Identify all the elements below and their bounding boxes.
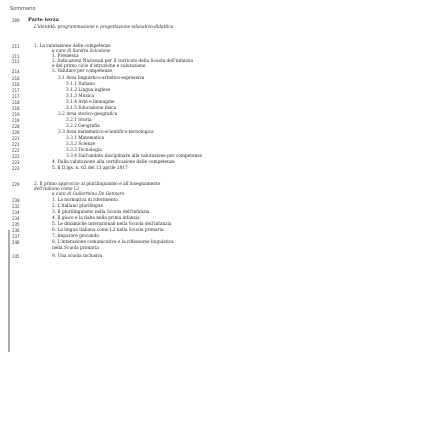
toc-page-number: 220	[12, 130, 20, 135]
toc-page-number: 218	[12, 106, 20, 111]
toc-page-number: 218	[12, 100, 20, 105]
toc-page-number: 220	[12, 124, 20, 129]
toc-page-number: 219	[12, 118, 20, 123]
toc-entry: a cura di Guilermina De Gennaro	[52, 192, 125, 197]
toc-entry: 5. Le dinamiche interazionali nella Scuola dell'infanzia	[52, 222, 172, 227]
toc-page-number: 211	[12, 54, 20, 59]
toc-page-number: 219	[12, 112, 20, 117]
toc-page-number: 235	[12, 222, 20, 227]
toc-entry: 2. L'italiano plurilingue	[52, 204, 104, 209]
toc-entry: L'identità: programmazione e progettazione educativo-didattica	[34, 25, 174, 30]
toc-entry: dell'italiano come L2	[34, 187, 80, 192]
toc-entry: nella Scuola primaria	[52, 246, 99, 251]
toc-page-number: 223	[12, 160, 20, 165]
toc-entry: 7. Imparare giocando	[52, 234, 99, 239]
toc-entry: 1. Premessa	[52, 54, 79, 59]
toc-entry: 3.1.4 Arte e immagine	[66, 100, 115, 105]
toc-page-number: 209	[12, 18, 20, 23]
toc-page-number: 236	[12, 228, 20, 233]
toc-page-number: 216	[12, 76, 20, 81]
toc-page-number: 221	[12, 142, 20, 147]
toc-entry: a cura di Sandra Scicolone	[52, 49, 111, 54]
toc-page-number: 232	[12, 204, 20, 209]
toc-entry: 3.3.3 Tecnologia	[66, 148, 102, 153]
toc-entry: 3.3.1 Matematica	[66, 136, 105, 141]
toc-page-number: 240	[12, 240, 20, 245]
toc-entry: 3.1.5 Educazione fisica	[66, 106, 117, 111]
toc-page-number: 212	[12, 59, 20, 64]
toc-entry: 3.3.4 Dall'ambito disciplinare alla valutazione per competenze	[66, 154, 203, 159]
toc-entry: 4. Il gioco e la fiaba nella prima infanzia	[52, 216, 140, 221]
toc-page-number: 222	[12, 154, 20, 159]
toc-page-number: 223	[12, 166, 20, 171]
toc-page-number: 214	[12, 69, 20, 74]
toc-page-number: 222	[12, 148, 20, 153]
toc-entry: 5. Il D.lgs. n. 62 del 13 aprile 2017	[52, 166, 128, 171]
toc-page-number: 229	[12, 182, 20, 187]
toc-entry: 3.1.1 Italiano	[66, 82, 95, 87]
toc-entry: 4. Dalla valutazione alla certificazione delle competenze	[52, 160, 175, 165]
toc-entry: e del primo ciclo d'istruzione e valutazione	[52, 64, 146, 69]
toc-entry: 3. Valutare per competenze	[52, 69, 113, 74]
toc-entry: 1. La valutazione delle competenze	[34, 44, 111, 49]
toc-entry: 3.1.3 Musica	[66, 94, 95, 99]
toc-entry: 3.3 Area matematico-scientifico-tecnologica	[58, 130, 154, 135]
toc-entry: 3.2.2 Geografia	[66, 124, 100, 129]
toc-page-number: 234	[12, 210, 20, 215]
toc-entry: 1. La normativa di riferimento	[52, 198, 118, 203]
toc-entry: 9. Una scuola inclusiva	[52, 254, 103, 259]
toc-page-number: 217	[12, 94, 20, 99]
toc-entry: 2. Indicazioni Nazionali per il curricolo della Scuola dell'infanzia	[52, 59, 194, 64]
toc-entry: 3.2.1 Storia	[66, 118, 92, 123]
toc-page-number: 211	[12, 44, 20, 49]
margin-rule	[8, 230, 10, 352]
toc-page-number: 230	[12, 198, 20, 203]
toc-page-number: 221	[12, 136, 20, 141]
toc-entry: 2. Il primo approccio al plurilinguismo e all'insegnamento	[34, 182, 161, 187]
toc-page-number: 217	[12, 88, 20, 93]
toc-entry: 3.1.2 Lingua inglese	[66, 88, 111, 93]
toc-entry: 3.2 Area storico-geografica	[58, 112, 118, 117]
toc-page-number: 216	[12, 82, 20, 87]
toc-page-number: 245	[12, 254, 20, 259]
toc-entry: 3.3.2 Scienze	[66, 142, 96, 147]
toc-entry: 3.1 Area linguistico-artistico-espressiva	[58, 76, 145, 81]
toc-page-number: 234	[12, 216, 20, 221]
page-header: Sommario	[10, 6, 36, 12]
toc-entry: Parte terza	[28, 17, 59, 23]
toc-entry: 6. La lingua italiana come L2 nella Scuola primaria	[52, 228, 164, 233]
toc-entry: 3. Il plurilinguismo nella Scuola dell'infanzia	[52, 210, 150, 215]
toc-entry: 8. L'interazione comunicativa e la riflessione linguistica	[52, 240, 174, 245]
toc-page-number: 237	[12, 234, 20, 239]
